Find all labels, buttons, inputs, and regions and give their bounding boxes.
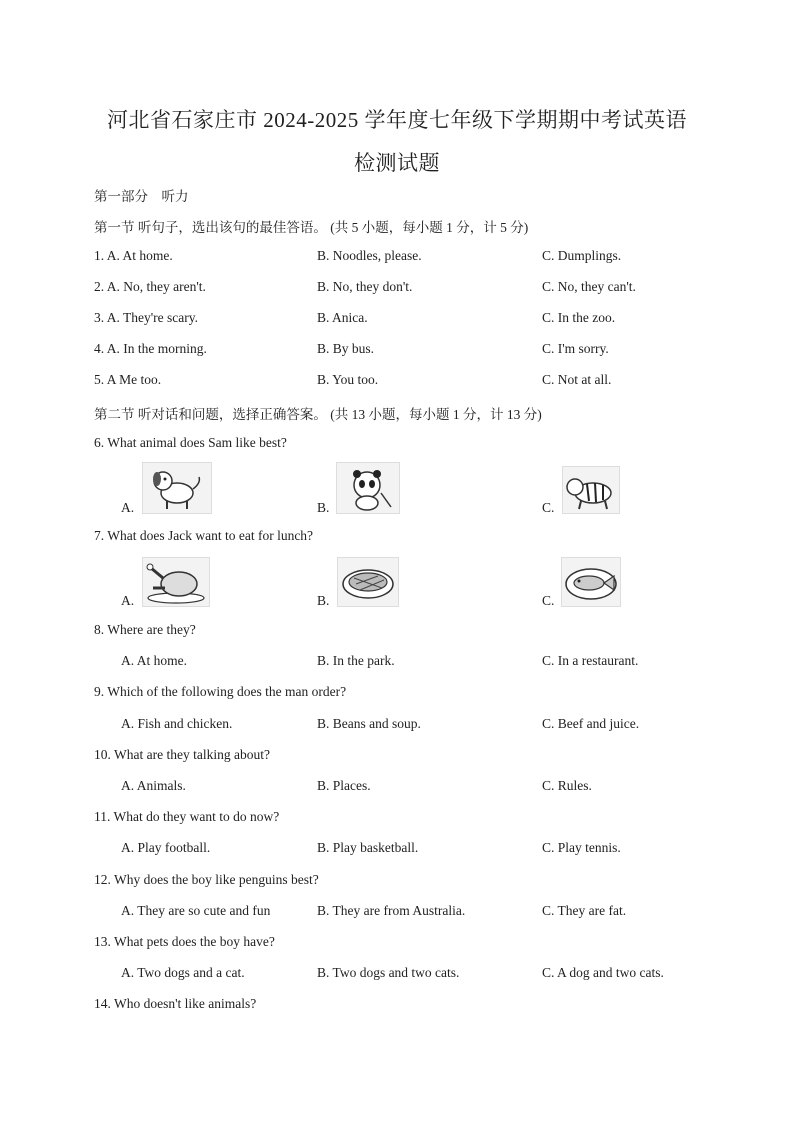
option-c: C. A dog and two cats. [542, 965, 664, 980]
section-heading-1: 第一节 听句子，选出该句的最佳答语。 (共 5 小题，每小题 1 分，计 5 分) [94, 220, 529, 235]
option-c: C. Not at all. [542, 372, 612, 387]
option-a: 4. A. In the morning. [94, 341, 207, 356]
question-text: 14. Who doesn't like animals? [94, 996, 257, 1011]
picture-options [0, 460, 794, 520]
option-row [0, 716, 794, 736]
option-b: B. Places. [317, 778, 371, 793]
page-subtitle: 检测试题 [354, 151, 440, 175]
option-row [0, 840, 794, 860]
option-b: B. Noodles, please. [317, 248, 422, 263]
option-c: C. I'm sorry. [542, 341, 609, 356]
option-a: 2. A. No, they aren't. [94, 279, 206, 294]
option-row [0, 653, 794, 673]
question-row [0, 248, 794, 268]
option-a: A. Play football. [121, 840, 211, 855]
option-a-label: A. [121, 593, 135, 608]
picture-options [0, 553, 794, 613]
option-c-label: C. [542, 500, 555, 515]
question-text: 6. What animal does Sam like best? [94, 435, 287, 450]
option-b-label: B. [317, 500, 330, 515]
option-a: A. Animals. [121, 778, 186, 793]
option-c: C. Beef and juice. [542, 716, 640, 731]
option-a: 3. A. They're scary. [94, 310, 199, 325]
option-row [0, 778, 794, 798]
option-b: B. Beans and soup. [317, 716, 421, 731]
option-a-label: A. [121, 500, 135, 515]
option-a: A. Two dogs and a cat. [121, 965, 245, 980]
question-row [0, 372, 794, 392]
option-row [0, 903, 794, 923]
option-a: A. They are so cute and fun [121, 903, 271, 918]
dog-picture [142, 462, 212, 514]
option-c: C. They are fat. [542, 903, 627, 918]
option-b: B. Two dogs and two cats. [317, 965, 460, 980]
option-c: C. Play tennis. [542, 840, 621, 855]
page-title: 河北省石家庄市 2024-2025 学年度七年级下学期期中考试英语 [107, 108, 687, 132]
option-b: B. Anica. [317, 310, 368, 325]
steak-picture [337, 557, 399, 607]
section-heading-2: 第二节 听对话和问题，选择正确答案。 (共 13 小题，每小题 1 分，计 13 分) [94, 407, 542, 422]
question-row [0, 279, 794, 299]
option-row [0, 965, 794, 985]
option-b: B. You too. [317, 372, 379, 387]
option-b-label: B. [317, 593, 330, 608]
chicken-picture [142, 557, 210, 607]
question-text: 11. What do they want to do now? [94, 809, 280, 824]
question-row [0, 310, 794, 330]
question-row [0, 341, 794, 361]
question-text: 9. Which of the following does the man order? [94, 684, 347, 699]
option-a: 5. A Me too. [94, 372, 162, 387]
option-b: B. No, they don't. [317, 279, 413, 294]
question-text: 10. What are they talking about? [94, 747, 270, 762]
option-c-label: C. [542, 593, 555, 608]
part-heading: 第一部分 听力 [94, 189, 189, 204]
option-a: A. Fish and chicken. [121, 716, 233, 731]
option-c: C. No, they can't. [542, 279, 636, 294]
option-b: B. Play basketball. [317, 840, 419, 855]
question-text: 12. Why does the boy like penguins best? [94, 872, 319, 887]
panda-picture [336, 462, 400, 514]
option-b: B. They are from Australia. [317, 903, 466, 918]
fish-picture [561, 557, 621, 607]
option-c: C. In the zoo. [542, 310, 616, 325]
option-c: C. In a restaurant. [542, 653, 639, 668]
tiger-picture [562, 466, 620, 514]
question-text: 8. Where are they? [94, 622, 196, 637]
question-text: 7. What does Jack want to eat for lunch? [94, 528, 314, 543]
option-a: 1. A. At home. [94, 248, 173, 263]
question-text: 13. What pets does the boy have? [94, 934, 275, 949]
option-c: C. Dumplings. [542, 248, 622, 263]
option-a: A. At home. [121, 653, 187, 668]
option-b: B. By bus. [317, 341, 375, 356]
option-b: B. In the park. [317, 653, 395, 668]
option-c: C. Rules. [542, 778, 592, 793]
